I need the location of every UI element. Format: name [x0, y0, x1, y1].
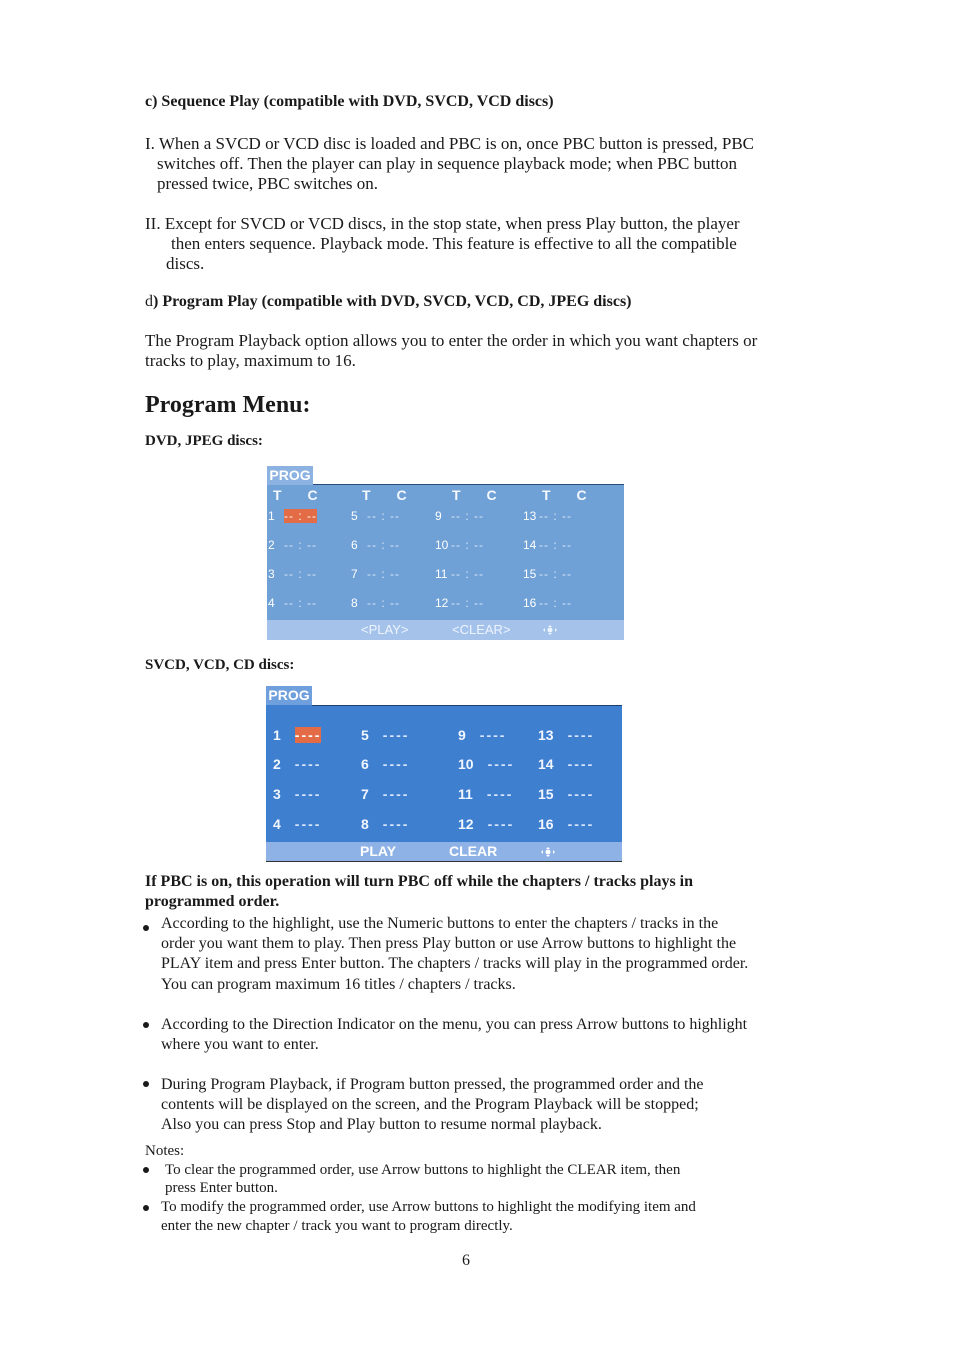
slot-value: -- : -- [284, 538, 317, 552]
slot-value: -- : -- [284, 596, 317, 610]
slot-number: 4 [268, 596, 275, 610]
column-header: T C [362, 487, 418, 503]
slot-value: -- : -- [367, 538, 400, 552]
slot-value: -- : -- [451, 509, 484, 523]
program-slot[interactable] [435, 596, 484, 610]
program-slot[interactable] [268, 596, 317, 610]
slot-number: 15 [538, 786, 554, 802]
program-slot[interactable] [361, 756, 409, 772]
slot-value: ---- [382, 756, 410, 772]
program-slot[interactable] [273, 816, 321, 832]
slot-value: ---- [567, 816, 595, 832]
slot-number: 12 [458, 816, 474, 832]
slot-number: 11 [435, 567, 448, 581]
slot-number: 2 [268, 538, 275, 552]
slot-value: ---- [382, 816, 410, 832]
svcd-vcd-cd-label: SVCD, VCD, CD discs: [145, 657, 295, 673]
section-c-item1-line3: pressed twice, PBC switches on. [157, 174, 378, 193]
program-slot[interactable] [268, 509, 317, 523]
note2-line2: enter the new chapter / track you want to program directly. [161, 1218, 513, 1234]
program-slot[interactable] [538, 756, 594, 772]
program-slot[interactable] [523, 567, 572, 581]
program-slot[interactable] [351, 538, 400, 552]
section-c-heading: c) Sequence Play (compatible with DVD, SVCD, VCD discs) [145, 93, 554, 110]
section-d-intro-line1: The Program Playback option allows you to enter the order in which you want chapters or [145, 331, 758, 350]
program-slot[interactable] [351, 567, 400, 581]
slot-value: ---- [567, 756, 595, 772]
program-slot[interactable] [458, 756, 514, 772]
program-slot[interactable] [523, 509, 572, 523]
program-slot[interactable] [268, 538, 317, 552]
slot-number: 9 [458, 727, 466, 743]
slot-number: 5 [361, 727, 369, 743]
program-slot[interactable] [523, 538, 572, 552]
program-slot[interactable] [273, 786, 321, 802]
program-slot[interactable] [361, 786, 409, 802]
slot-value: ---- [294, 756, 322, 772]
slot-number: 5 [351, 509, 358, 523]
bullet-icon [143, 1081, 149, 1087]
bullet1-line3: PLAY item and press Enter button. The chapters / tracks will play in the programmed order. [161, 955, 749, 972]
slot-number: 16 [523, 596, 537, 610]
bullet3-line2: contents will be displayed on the screen, and the Program Playback will be stopped; [161, 1096, 699, 1113]
slot-number: 7 [361, 786, 369, 802]
bullet2-line1: According to the Direction Indicator on the menu, you can press Arrow buttons to highlight [161, 1016, 748, 1033]
program-slot[interactable] [538, 727, 594, 743]
slot-number: 7 [351, 567, 358, 581]
screen-header-blank [312, 686, 622, 706]
program-slot[interactable] [458, 786, 513, 802]
play-button[interactable]: PLAY [360, 843, 397, 859]
column-header: T C [452, 487, 508, 503]
note1-line1: To clear the programmed order, use Arrow buttons to highlight the CLEAR item, then [165, 1162, 681, 1178]
column-header: T C [542, 487, 598, 503]
slot-value-highlighted: -- : -- [284, 509, 317, 523]
notes-label: Notes: [145, 1143, 185, 1159]
program-slot[interactable] [458, 727, 506, 743]
slot-value: -- : -- [284, 567, 317, 581]
program-slot[interactable] [273, 727, 321, 743]
bullet1-line4: You can program maximum 16 titles / chapters / tracks. [161, 976, 516, 993]
bullet3-line1: During Program Playback, if Program button pressed, the programmed order and the [161, 1076, 704, 1093]
section-c-item2-line1: II. Except for SVCD or VCD discs, in the stop state, when press Play button, the player [145, 214, 740, 233]
slot-value-highlighted: ---- [294, 727, 322, 743]
bullet-icon [143, 1167, 149, 1173]
slot-value: -- : -- [451, 538, 484, 552]
slot-number: 14 [538, 756, 554, 772]
slot-value: ---- [567, 786, 595, 802]
prog-tab: PROG [266, 686, 312, 705]
slot-value: -- : -- [367, 596, 400, 610]
slot-value: -- : -- [539, 596, 572, 610]
slot-number: 8 [351, 596, 358, 610]
slot-number: 10 [458, 756, 474, 772]
slot-number: 15 [523, 567, 537, 581]
slot-value: -- : -- [451, 567, 484, 581]
slot-value: -- : -- [539, 509, 572, 523]
slot-number: 11 [458, 786, 473, 802]
svcd-bottom-bar [266, 842, 622, 861]
prog-tab: PROG [267, 466, 313, 485]
section-d-heading-prefix: d [145, 293, 153, 310]
section-c-item1-line1: I. When a SVCD or VCD disc is loaded and PBC is on, once PBC button is pressed, PBC [145, 134, 755, 153]
slot-number: 13 [538, 727, 554, 743]
slot-value: -- : -- [451, 596, 484, 610]
program-slot[interactable] [351, 509, 400, 523]
program-slot[interactable] [361, 727, 409, 743]
clear-button[interactable]: <CLEAR> [452, 622, 511, 637]
slot-number: 3 [268, 567, 275, 581]
program-slot[interactable] [351, 596, 400, 610]
slot-number: 13 [523, 509, 537, 523]
clear-button[interactable]: CLEAR [449, 843, 498, 859]
section-d-heading [145, 293, 632, 311]
bullet3-line3: Also you can press Stop and Play button to resume normal playback. [161, 1116, 602, 1133]
page-number: 6 [462, 1252, 470, 1269]
slot-number: 8 [361, 816, 369, 832]
slot-number: 2 [273, 756, 281, 772]
direction-indicator-icon [541, 847, 555, 857]
dvd-jpeg-label: DVD, JPEG discs: [145, 433, 263, 449]
slot-number: 3 [273, 786, 281, 802]
program-slot[interactable] [268, 567, 317, 581]
slot-value: ---- [382, 727, 410, 743]
slot-number: 10 [435, 538, 449, 552]
pbc-warning-line1: If PBC is on, this operation will turn PBC off while the chapters / tracks plays in [145, 873, 694, 890]
direction-indicator-icon [543, 625, 557, 635]
slot-number: 16 [538, 816, 554, 832]
slot-number: 9 [435, 509, 442, 523]
bullet-icon [143, 1022, 149, 1028]
slot-value: ---- [567, 727, 595, 743]
program-slot[interactable] [538, 786, 594, 802]
section-c-item2-line3: discs. [166, 254, 205, 273]
program-slot[interactable] [273, 756, 321, 772]
screen-header-blank [313, 466, 624, 485]
program-menu-title: Program Menu: [145, 392, 311, 418]
slot-value: ---- [479, 727, 507, 743]
bullet-icon [143, 925, 149, 931]
slot-value: ---- [382, 786, 410, 802]
pbc-warning-line2: programmed order. [145, 893, 280, 910]
slot-value: -- : -- [539, 567, 572, 581]
bullet-icon [143, 1205, 149, 1211]
dvd-program-screen [267, 466, 624, 640]
program-slot[interactable] [361, 816, 409, 832]
program-slot[interactable] [523, 596, 572, 610]
program-slot[interactable] [435, 538, 484, 552]
slot-number: 12 [435, 596, 449, 610]
slot-value: -- : -- [367, 567, 400, 581]
section-d-heading-text: ) Program Play (compatible with DVD, SVCD, VCD, CD, JPEG discs) [153, 293, 632, 310]
program-slot[interactable] [435, 567, 484, 581]
bullet1-line2: order you want them to play. Then press Play button or use Arrow buttons to highlight the [161, 935, 737, 952]
slot-value: ---- [487, 816, 515, 832]
slot-number: 4 [273, 816, 281, 832]
slot-value: -- : -- [539, 538, 572, 552]
bullet1-line1: According to the highlight, use the Numeric buttons to enter the chapters / tracks in the [161, 915, 719, 932]
svcd-program-screen [266, 686, 622, 862]
program-slot[interactable] [435, 509, 484, 523]
slot-number: 6 [361, 756, 369, 772]
slot-number: 6 [351, 538, 358, 552]
note1-line2: press Enter button. [165, 1180, 278, 1196]
slot-number: 1 [268, 509, 275, 523]
dvd-bottom-bar [267, 620, 624, 640]
slot-number: 1 [273, 727, 281, 743]
slot-number: 14 [523, 538, 537, 552]
slot-value: ---- [487, 756, 515, 772]
section-d-intro-line2: tracks to play, maximum to 16. [145, 351, 356, 370]
program-slot[interactable] [538, 816, 594, 832]
slot-value: ---- [294, 816, 322, 832]
slot-value: -- : -- [367, 509, 400, 523]
section-c-item1-line2: switches off. Then the player can play in sequence playback mode; when PBC button [157, 154, 738, 173]
slot-value: ---- [486, 786, 514, 802]
column-header: T C [273, 487, 329, 503]
note2-line1: To modify the programmed order, use Arrow buttons to highlight the modifying item and [161, 1199, 696, 1215]
program-slot[interactable] [458, 816, 514, 832]
bullet2-line2: where you want to enter. [161, 1036, 319, 1053]
section-c-item2-line2: then enters sequence. Playback mode. This feature is effective to all the compatible [171, 234, 737, 253]
slot-value: ---- [294, 786, 322, 802]
play-button[interactable]: <PLAY> [361, 622, 409, 637]
